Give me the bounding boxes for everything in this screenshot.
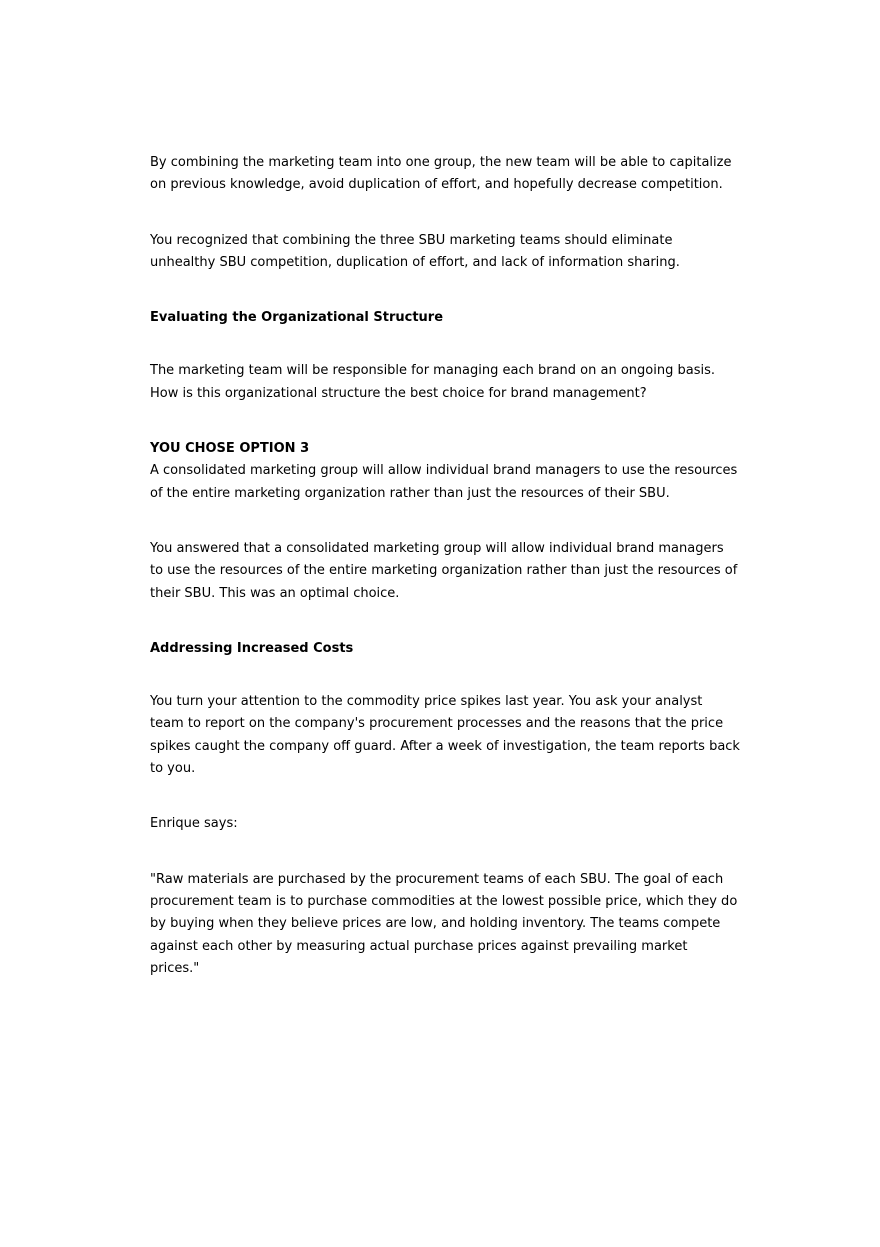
choice-label: YOU CHOSE OPTION 3 (150, 441, 310, 457)
paragraph-enrique-says: Enrique says: (150, 816, 238, 832)
paragraph-enrique-quote: "Raw materials are purchased by the procurement teams of each SBU. The goal of each procurement team is to purchase commodities at the lowest possible price, which they do by buying when they believe prices are low, and holding inventory. The teams compete against each other by measuring actual purchase prices against prevailing market prices." (150, 871, 738, 976)
heading-evaluating-structure: Evaluating the Organizational Structure (150, 310, 444, 326)
paragraph-commodity-spikes: You turn your attention to the commodity price spikes last year. You ask your analyst team to report on the company's procurement processes and the reasons that the price spikes caught the company off guard. After a week of investigation, the team reports back to you. (150, 694, 740, 777)
paragraph-chosen-option: A consolidated marketing group will allow individual brand managers to use the resources of the entire marketing organization rather than just the resources of their SBU. (150, 463, 738, 501)
paragraph-marketing-responsibility: The marketing team will be responsible for managing each brand on an ongoing basis. How is this organizational structure the best choice for brand management? (150, 363, 715, 401)
paragraph-recognized: You recognized that combining the three SBU marketing teams should eliminate unhealthy SBU competition, duplication of effort, and lack of information sharing. (150, 232, 680, 270)
heading-addressing-costs: Addressing Increased Costs (150, 640, 354, 656)
paragraph-combining-team: By combining the marketing team into one group, the new team will be able to capitalize on previous knowledge, avoid duplication of effort, and hopefully decrease competition. (150, 155, 732, 193)
document-page (150, 152, 740, 980)
paragraph-answer-feedback: You answered that a consolidated marketing group will allow individual brand managers to use the resources of the entire marketing organization rather than just the resources of their SBU. This was an optimal choice. (150, 540, 738, 601)
